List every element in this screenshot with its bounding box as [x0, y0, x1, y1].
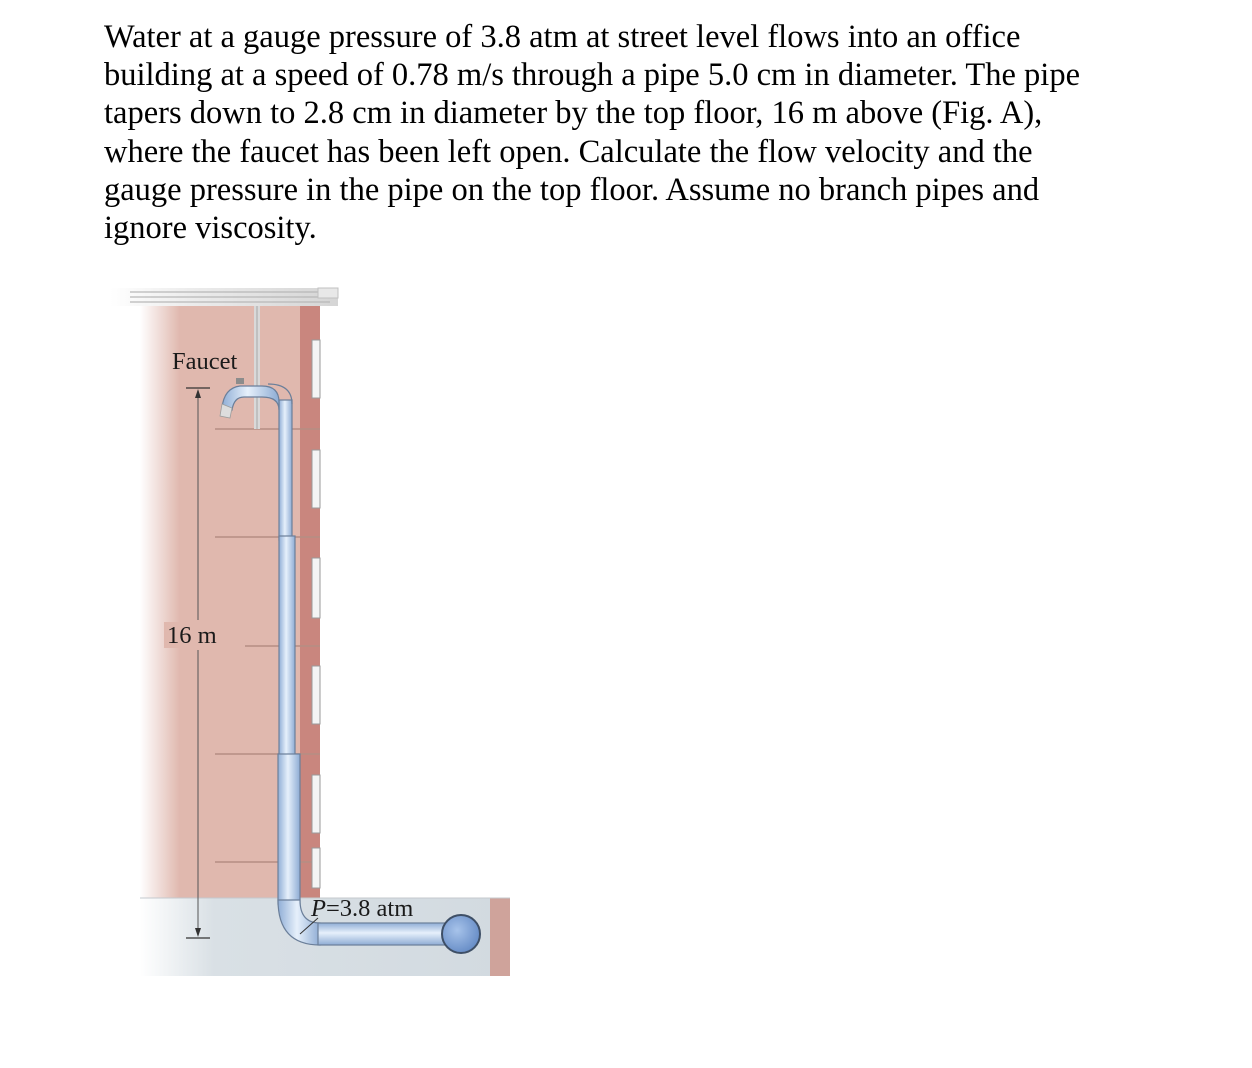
pressure-symbol: P — [311, 895, 326, 922]
height-label: 16 m — [167, 622, 217, 649]
water-meter-icon — [442, 915, 480, 953]
roof — [110, 288, 338, 306]
faucet-label: Faucet — [172, 348, 238, 375]
pressure-value: =3.8 atm — [325, 895, 414, 922]
pressure-label — [310, 895, 413, 922]
problem-statement: Water at a gauge pressure of 3.8 atm at street level flows into an office building at a speed of 0.78 m/s through a pipe 5.0 cm in diameter. The pipe tapers down to 2.8 cm in diameter by the top floor, 16 m above (Fig. A), where the faucet has been left open. Calculate the flow velocity and the gauge pressure in the pipe on the top floor. Assume no branch pipes and ignore viscosity. — [104, 19, 1080, 247]
